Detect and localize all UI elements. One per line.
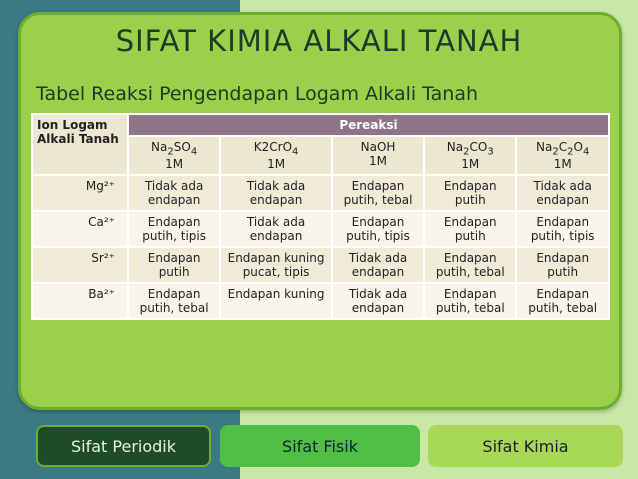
reagent-concentration: 1M (267, 157, 286, 172)
ion-cell: Ba²⁺ (32, 283, 128, 319)
reagent-formula: $Na_2C_2O_4$ (536, 140, 590, 158)
result-cell: Tidak ada endapan (332, 247, 424, 283)
reagent-concentration: 1M (461, 157, 480, 172)
reagent-formula: NaOH (360, 140, 396, 154)
result-cell: Endapan putih (516, 247, 609, 283)
result-cell: Endapan putih, tebal (424, 283, 516, 319)
result-cell: Endapan putih (424, 175, 516, 211)
result-cell: Endapan putih, tebal (128, 283, 220, 319)
reagent-concentration: 1M (165, 157, 184, 172)
result-cell: Endapan putih, tebal (332, 175, 424, 211)
table-body (32, 175, 609, 319)
reagent-concentration: 1M (369, 154, 388, 168)
table-row (32, 283, 609, 319)
result-cell: Endapan kuning (220, 283, 332, 319)
table-row (32, 211, 609, 247)
result-cell: Endapan putih, tipis (128, 211, 220, 247)
reagent-concentration: 1M (553, 157, 572, 172)
result-cell: Endapan putih, tipis (516, 211, 609, 247)
result-cell: Tidak ada endapan (332, 283, 424, 319)
reagent-formula: $Na_2CO_3$ (446, 140, 494, 158)
reagent-formula: K2CrO$_4$ (253, 140, 299, 158)
result-cell: Endapan putih (424, 211, 516, 247)
page-subtitle: Tabel Reaksi Pengendapan Logam Alkali Tanah (36, 83, 479, 105)
reagent-formula: $Na_2SO_4$ (151, 140, 198, 158)
table-row (32, 247, 609, 283)
result-cell: Endapan putih, tipis (332, 211, 424, 247)
result-cell: Tidak ada endapan (220, 175, 332, 211)
result-cell: Endapan putih, tebal (424, 247, 516, 283)
reagent-header (516, 136, 609, 175)
tab-sifat-periodik[interactable]: Sifat Periodik (36, 425, 211, 467)
page-title: SIFAT KIMIA ALKALI TANAH (115, 24, 523, 58)
result-cell: Endapan putih (128, 247, 220, 283)
tab-sifat-fisik[interactable]: Sifat Fisik (220, 425, 420, 467)
result-cell: Tidak ada endapan (220, 211, 332, 247)
header-ion: Ion Logam Alkali Tanah (32, 114, 128, 175)
table-row (32, 175, 609, 211)
result-cell: Endapan kuning pucat, tipis (220, 247, 332, 283)
ion-cell: Ca²⁺ (32, 211, 128, 247)
result-cell: Tidak ada endapan (516, 175, 609, 211)
reagent-header (424, 136, 516, 175)
result-cell: Tidak ada endapan (128, 175, 220, 211)
ion-cell: Sr²⁺ (32, 247, 128, 283)
header-reagent: Pereaksi (128, 114, 609, 136)
tab-sifat-kimia[interactable]: Sifat Kimia (428, 425, 623, 467)
ion-cell: Mg²⁺ (32, 175, 128, 211)
reaction-table (31, 113, 610, 320)
result-cell: Endapan putih, tebal (516, 283, 609, 319)
reagent-header (332, 136, 424, 175)
reagent-header (128, 136, 220, 175)
reagent-header (220, 136, 332, 175)
